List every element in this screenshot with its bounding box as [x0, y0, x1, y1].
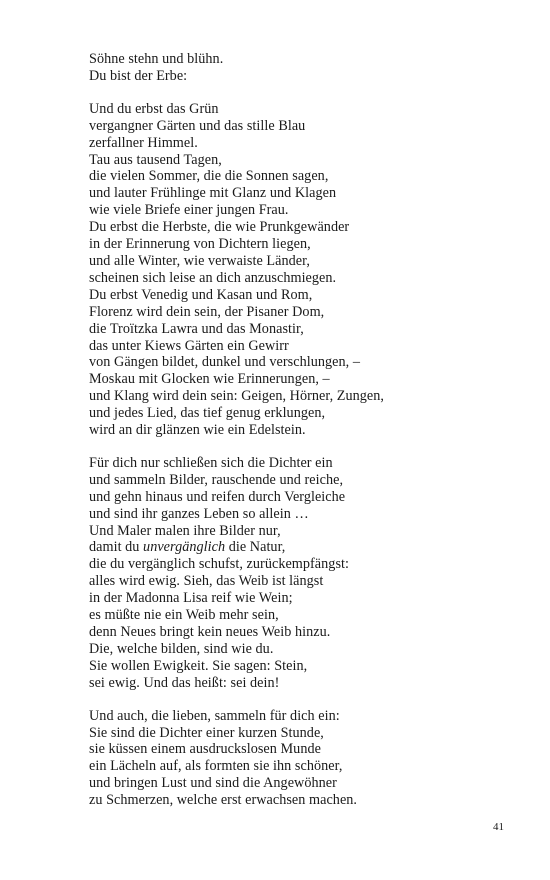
line-segment: die Natur, — [225, 539, 286, 556]
stanza — [89, 101, 529, 439]
poem-line: zerfallner Himmel. — [89, 134, 198, 151]
line-segment: damit du — [89, 539, 144, 556]
poem-line: Die, welche bilden, sind wie du. — [89, 640, 274, 657]
poem-line: wird an dir glänzen wie ein Edelstein. — [89, 422, 306, 439]
poem-line: Florenz wird dein sein, der Pisaner Dom, — [89, 303, 325, 320]
poem-line: Söhne stehn und blühn. — [89, 51, 224, 67]
poem-line: Moskau mit Glocken wie Erinnerungen, – — [89, 371, 330, 388]
poem-line: denn Neues bringt kein neues Weib hinzu. — [89, 624, 331, 640]
poem-line: es müßte nie ein Weib mehr sein, — [89, 607, 279, 624]
poem-line: Du erbst Venedig und Kasan und Rom, — [89, 286, 313, 303]
poem-line: Du bist der Erbe: — [89, 67, 188, 84]
poem-line: Sie wollen Ewigkeit. Sie sagen: Stein, — [89, 657, 308, 674]
stanza — [89, 455, 529, 692]
poem-line: in der Madonna Lisa reif wie Wein; — [89, 590, 293, 607]
stanza — [89, 51, 529, 85]
poem-line: die du vergänglich schufst, zurückempfängst: — [89, 556, 349, 573]
poem-line: Und du erbst das Grün — [89, 100, 219, 117]
page-number: 41 — [493, 821, 504, 833]
poem-line: und lauter Frühlinge mit Glanz und Klagen — [89, 185, 337, 202]
stanza — [89, 708, 529, 809]
poem-line: scheinen sich leise an dich anzuschmiegen. — [89, 269, 337, 286]
poem-line: Tau aus tausend Tagen, — [89, 151, 222, 168]
poem-line: alles wird ewig. Sieh, das Weib ist längst — [89, 573, 324, 590]
emphasized-word: unvergänglich — [143, 539, 226, 556]
poem-line: und alle Winter, wie verwaiste Länder, — [89, 252, 310, 269]
poem-line: von Gängen bildet, dunkel und verschlungen, – — [89, 354, 360, 371]
poem-line: Für dich nur schließen sich die Dichter ein — [89, 454, 333, 471]
poem-line: Und Maler malen ihre Bilder nur, — [89, 522, 281, 539]
poem-line: und bringen Lust und sind die Angewöhner — [89, 775, 337, 792]
poem-line: sei ewig. Und das heißt: sei dein! — [89, 674, 280, 691]
poem-line: und sind ihr ganzes Leben so allein … — [89, 505, 309, 522]
poem-line: Sie sind die Dichter einer kurzen Stunde, — [89, 724, 324, 741]
poem-line: und sammeln Bilder, rauschende und reiche, — [89, 471, 344, 488]
poem-line: zu Schmerzen, welche erst erwachsen machen. — [89, 792, 358, 809]
poem-line: und Klang wird dein sein: Geigen, Hörner, Zungen, — [89, 388, 385, 405]
poem-line: Du erbst die Herbste, die wie Prunkgewänder — [89, 219, 350, 236]
poem-line: das unter Kiews Gärten ein Gewirr — [89, 337, 289, 354]
poem-line: und gehn hinaus und reifen durch Vergleiche — [89, 488, 346, 505]
poem-line: vergangner Gärten und das stille Blau — [89, 117, 306, 134]
poem-line: Und auch, die lieben, sammeln für dich ein: — [89, 707, 340, 724]
poem-line: sie küssen einem ausdruckslosen Munde — [89, 741, 321, 758]
poem-line — [89, 539, 529, 556]
poem-line: die Troïtzka Lawra und das Monastir, — [89, 320, 304, 337]
poem-line: in der Erinnerung von Dichtern liegen, — [89, 236, 311, 253]
poem-line: wie viele Briefe einer jungen Frau. — [89, 202, 289, 219]
poem-line: die vielen Sommer, die die Sonnen sagen, — [89, 168, 329, 185]
poem-text — [89, 51, 529, 825]
poem-line: ein Lächeln auf, als formten sie ihn schöner, — [89, 758, 343, 775]
poem-line: und jedes Lied, das tief genug erklungen, — [89, 405, 326, 422]
